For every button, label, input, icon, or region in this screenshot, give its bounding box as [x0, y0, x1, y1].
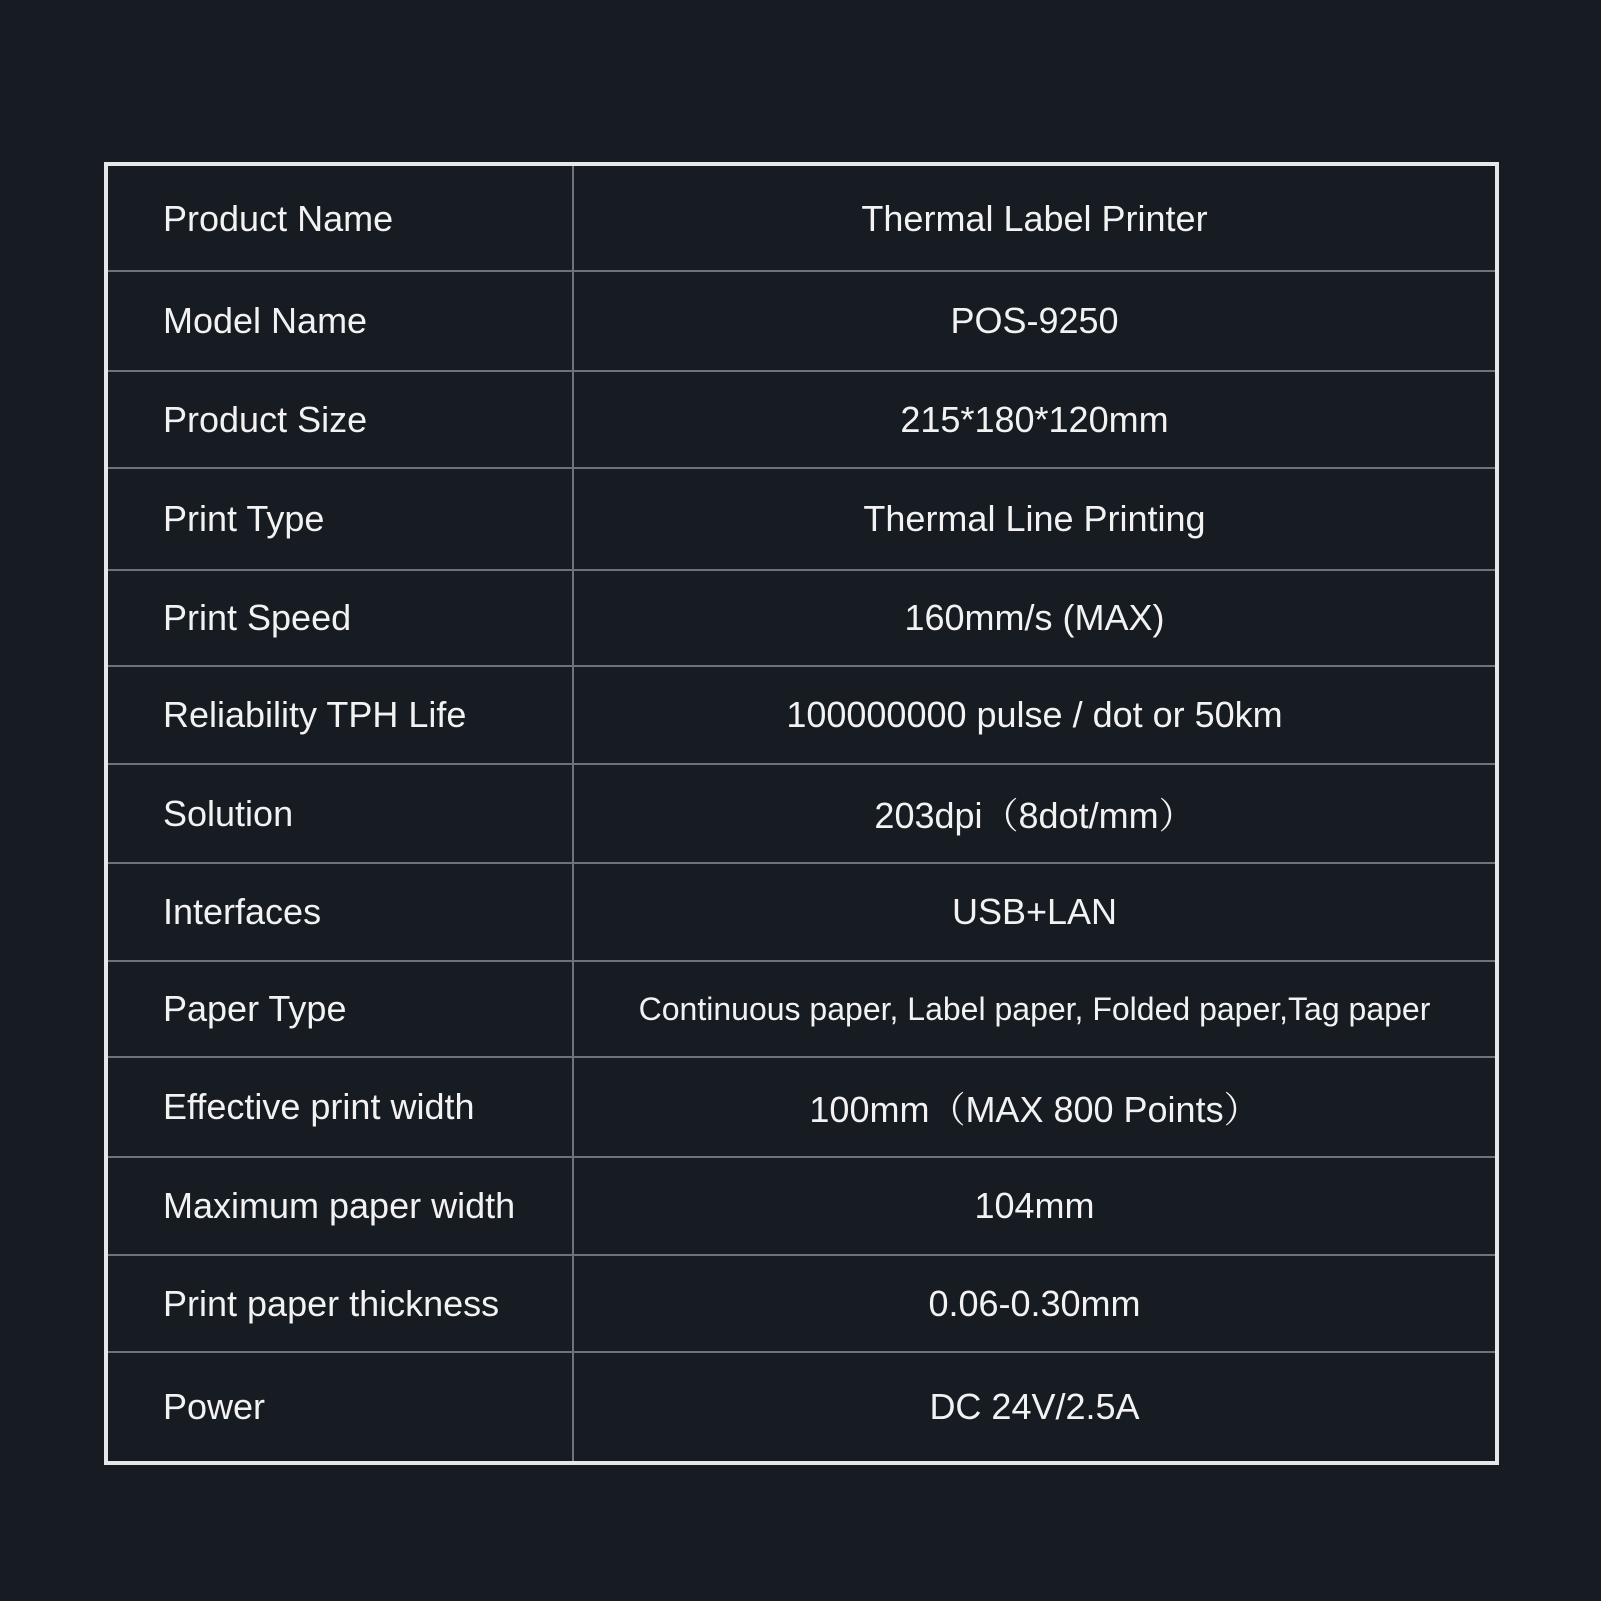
- spec-row-effective-print-width: [108, 1056, 1495, 1156]
- spec-row-print-speed: [108, 569, 1495, 665]
- spec-row-product-size: [108, 370, 1495, 467]
- spec-value: 100mm（MAX 800 Points）: [809, 1088, 1260, 1130]
- spec-label: Paper Type: [108, 962, 574, 1056]
- spec-value: POS-9250: [950, 300, 1119, 341]
- spec-value: DC 24V/2.5A: [929, 1386, 1140, 1427]
- spec-value: Thermal Label Printer: [861, 198, 1208, 239]
- spec-row-power: [108, 1351, 1495, 1461]
- spec-row-print-paper-thickness: [108, 1254, 1495, 1351]
- spec-row-interfaces: [108, 862, 1495, 960]
- spec-label: Reliability TPH Life: [108, 667, 574, 763]
- spec-row-print-type: [108, 467, 1495, 569]
- spec-value: Thermal Line Printing: [863, 498, 1206, 539]
- spec-label: Model Name: [108, 272, 574, 370]
- spec-value: 215*180*120mm: [900, 398, 1169, 440]
- spec-table: [104, 162, 1499, 1465]
- spec-label: Power: [108, 1353, 574, 1461]
- spec-value: 203dpi（8dot/mm）: [874, 795, 1195, 836]
- spec-row-reliability: [108, 665, 1495, 763]
- spec-label: Product Name: [108, 166, 574, 272]
- spec-value: 0.06-0.30mm: [928, 1282, 1141, 1324]
- spec-label: Print paper thickness: [108, 1256, 574, 1351]
- spec-label: Maximum paper width: [108, 1158, 574, 1254]
- spec-row-model-name: [108, 270, 1495, 370]
- spec-row-solution: [108, 763, 1495, 862]
- spec-value: 104mm: [974, 1185, 1095, 1226]
- spec-label: Interfaces: [108, 864, 574, 960]
- spec-label: Print Speed: [108, 571, 574, 665]
- spec-row-product-name: [108, 166, 1495, 272]
- spec-value: USB+LAN: [951, 891, 1118, 932]
- spec-row-paper-type: [108, 960, 1495, 1056]
- spec-label: Effective print width: [108, 1058, 574, 1156]
- spec-label: Print Type: [108, 469, 574, 569]
- spec-value: 100000000 pulse / dot or 50km: [786, 694, 1283, 735]
- spec-label: Solution: [108, 765, 574, 862]
- spec-value: 160mm/s (MAX): [904, 597, 1165, 638]
- spec-row-maximum-paper-width: [108, 1156, 1495, 1254]
- spec-label: Product Size: [108, 372, 574, 467]
- spec-value: Continuous paper, Label paper, Folded paper,Tag paper: [638, 990, 1431, 1027]
